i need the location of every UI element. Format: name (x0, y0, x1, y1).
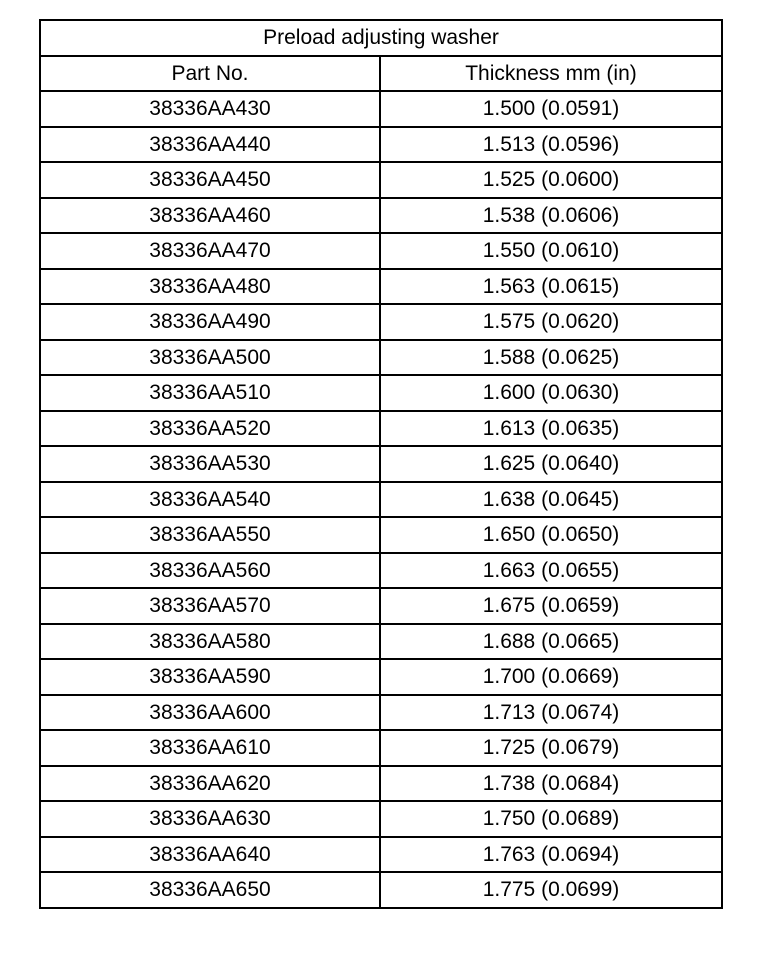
part-number-cell: 38336AA510 (40, 375, 380, 411)
thickness-cell: 1.550 (0.0610) (380, 233, 722, 269)
part-number-cell: 38336AA430 (40, 91, 380, 127)
part-number-cell: 38336AA570 (40, 588, 380, 624)
thickness-cell: 1.725 (0.0679) (380, 730, 722, 766)
part-number-cell: 38336AA540 (40, 482, 380, 518)
thickness-cell: 1.763 (0.0694) (380, 837, 722, 873)
thickness-cell: 1.775 (0.0699) (380, 872, 722, 908)
table-row (40, 517, 722, 553)
part-number-cell: 38336AA550 (40, 517, 380, 553)
part-number-cell: 38336AA620 (40, 766, 380, 802)
part-number-cell: 38336AA520 (40, 411, 380, 447)
table-row (40, 837, 722, 873)
thickness-cell: 1.650 (0.0650) (380, 517, 722, 553)
table-row (40, 766, 722, 802)
thickness-cell: 1.500 (0.0591) (380, 91, 722, 127)
thickness-cell: 1.513 (0.0596) (380, 127, 722, 163)
washer-table-container (39, 19, 721, 909)
thickness-cell: 1.688 (0.0665) (380, 624, 722, 660)
table-row (40, 730, 722, 766)
thickness-cell: 1.575 (0.0620) (380, 304, 722, 340)
thickness-cell: 1.663 (0.0655) (380, 553, 722, 589)
thickness-cell: 1.700 (0.0669) (380, 659, 722, 695)
table-row (40, 375, 722, 411)
table-row (40, 340, 722, 376)
thickness-cell: 1.675 (0.0659) (380, 588, 722, 624)
part-number-cell: 38336AA480 (40, 269, 380, 305)
table-row (40, 269, 722, 305)
part-number-cell: 38336AA650 (40, 872, 380, 908)
table-body (40, 91, 722, 908)
table-row (40, 91, 722, 127)
part-number-cell: 38336AA530 (40, 446, 380, 482)
table-row (40, 588, 722, 624)
table-row (40, 624, 722, 660)
thickness-cell: 1.613 (0.0635) (380, 411, 722, 447)
thickness-cell: 1.538 (0.0606) (380, 198, 722, 234)
thickness-cell: 1.600 (0.0630) (380, 375, 722, 411)
washer-table (39, 19, 723, 909)
table-row (40, 198, 722, 234)
column-header-thickness: Thickness mm (in) (380, 56, 722, 92)
table-row (40, 304, 722, 340)
table-row (40, 482, 722, 518)
part-number-cell: 38336AA590 (40, 659, 380, 695)
table-row (40, 411, 722, 447)
thickness-cell: 1.750 (0.0689) (380, 801, 722, 837)
part-number-cell: 38336AA580 (40, 624, 380, 660)
part-number-cell: 38336AA460 (40, 198, 380, 234)
part-number-cell: 38336AA640 (40, 837, 380, 873)
thickness-cell: 1.588 (0.0625) (380, 340, 722, 376)
part-number-cell: 38336AA560 (40, 553, 380, 589)
part-number-cell: 38336AA500 (40, 340, 380, 376)
table-row (40, 233, 722, 269)
part-number-cell: 38336AA610 (40, 730, 380, 766)
thickness-cell: 1.563 (0.0615) (380, 269, 722, 305)
table-row (40, 801, 722, 837)
table-row (40, 446, 722, 482)
thickness-cell: 1.625 (0.0640) (380, 446, 722, 482)
table-row (40, 872, 722, 908)
part-number-cell: 38336AA630 (40, 801, 380, 837)
part-number-cell: 38336AA450 (40, 162, 380, 198)
table-row (40, 695, 722, 731)
table-title: Preload adjusting washer (40, 20, 722, 56)
table-title-row (40, 20, 722, 56)
table-row (40, 162, 722, 198)
table-row (40, 553, 722, 589)
table-row (40, 659, 722, 695)
thickness-cell: 1.738 (0.0684) (380, 766, 722, 802)
part-number-cell: 38336AA440 (40, 127, 380, 163)
table-header-row (40, 56, 722, 92)
thickness-cell: 1.638 (0.0645) (380, 482, 722, 518)
part-number-cell: 38336AA600 (40, 695, 380, 731)
table-row (40, 127, 722, 163)
thickness-cell: 1.713 (0.0674) (380, 695, 722, 731)
column-header-part-no: Part No. (40, 56, 380, 92)
part-number-cell: 38336AA470 (40, 233, 380, 269)
thickness-cell: 1.525 (0.0600) (380, 162, 722, 198)
part-number-cell: 38336AA490 (40, 304, 380, 340)
